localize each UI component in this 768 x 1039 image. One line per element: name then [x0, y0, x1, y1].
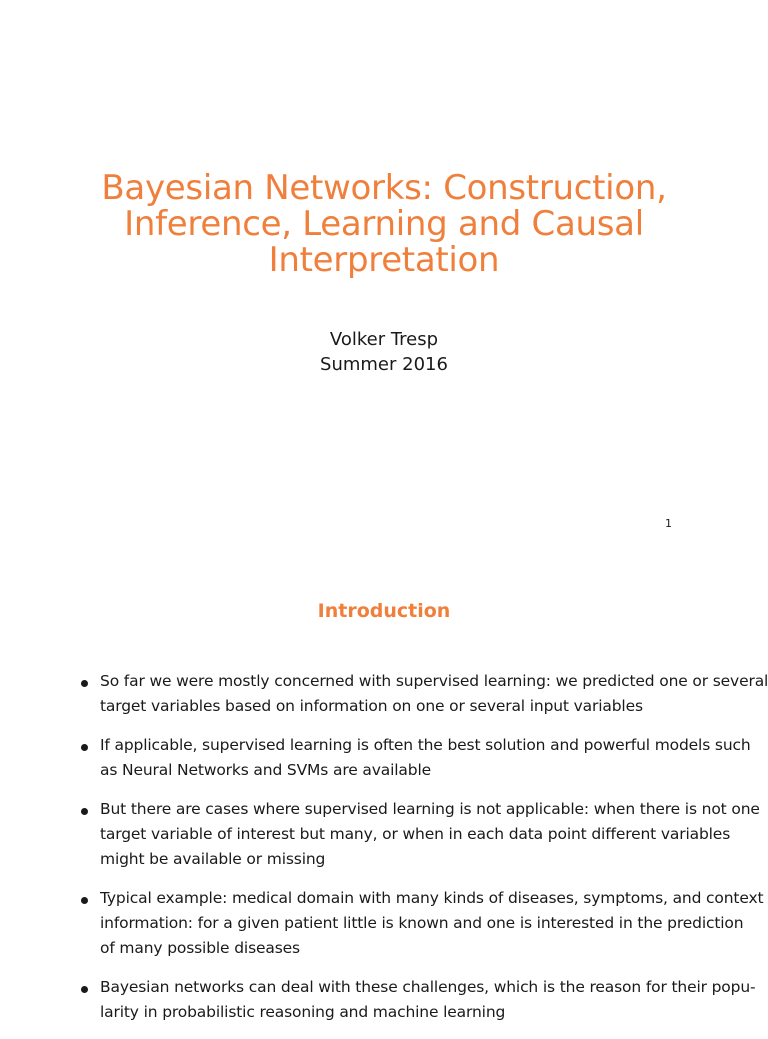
author-name: Volker Tresp [329, 329, 439, 350]
bullet-item [72, 886, 764, 961]
author-block [0, 327, 768, 377]
bullet-item [72, 797, 760, 872]
bullet-text-line: as Neural Networks and SVMs are available [100, 761, 431, 779]
bullet-text-line: target variables based on information on one or several input variables [100, 697, 643, 715]
presentation-title [60, 170, 708, 278]
bullet-text-line: larity in probabilistic reasoning and machine learning [100, 1003, 506, 1021]
bullet-text-line: Bayesian networks can deal with these challenges, which is the reason for their popu- [100, 978, 756, 996]
bullet-dot-icon [81, 808, 88, 815]
section-heading: Introduction [317, 600, 451, 622]
introduction-slide [0, 545, 768, 1024]
bullet-text-line: Typical example: medical domain with many kinds of diseases, symptoms, and context [100, 889, 764, 907]
bullet-text-line: target variable of interest but many, or when in each data point different variables [100, 825, 731, 843]
bullet-text-line: So far we were mostly concerned with supervised learning: we predicted one or several [100, 672, 768, 690]
page-number: 1 [665, 517, 672, 530]
bullet-text-line: But there are cases where supervised learning is not applicable: when there is not one [100, 800, 760, 818]
bullet-item [72, 669, 768, 719]
bullet-list [72, 669, 768, 1039]
bullet-text-line: might be available or missing [100, 850, 326, 868]
bullet-text-line: If applicable, supervised learning is often the best solution and powerful models such [100, 736, 751, 754]
bullet-dot-icon [81, 986, 88, 993]
title-line: Interpretation [268, 240, 500, 280]
bullet-text-line: information: for a given patient little is known and one is interested in the prediction [100, 914, 744, 932]
term-label: Summer 2016 [320, 354, 448, 375]
bullet-dot-icon [81, 680, 88, 687]
bullet-text-line: of many possible diseases [100, 939, 300, 957]
bullet-item [72, 733, 751, 783]
title-line: Bayesian Networks: Construction, [101, 168, 667, 208]
bullet-item [72, 975, 756, 1025]
bullet-dot-icon [81, 897, 88, 904]
title-line: Inference, Learning and Causal [124, 204, 644, 244]
bullet-dot-icon [81, 744, 88, 751]
